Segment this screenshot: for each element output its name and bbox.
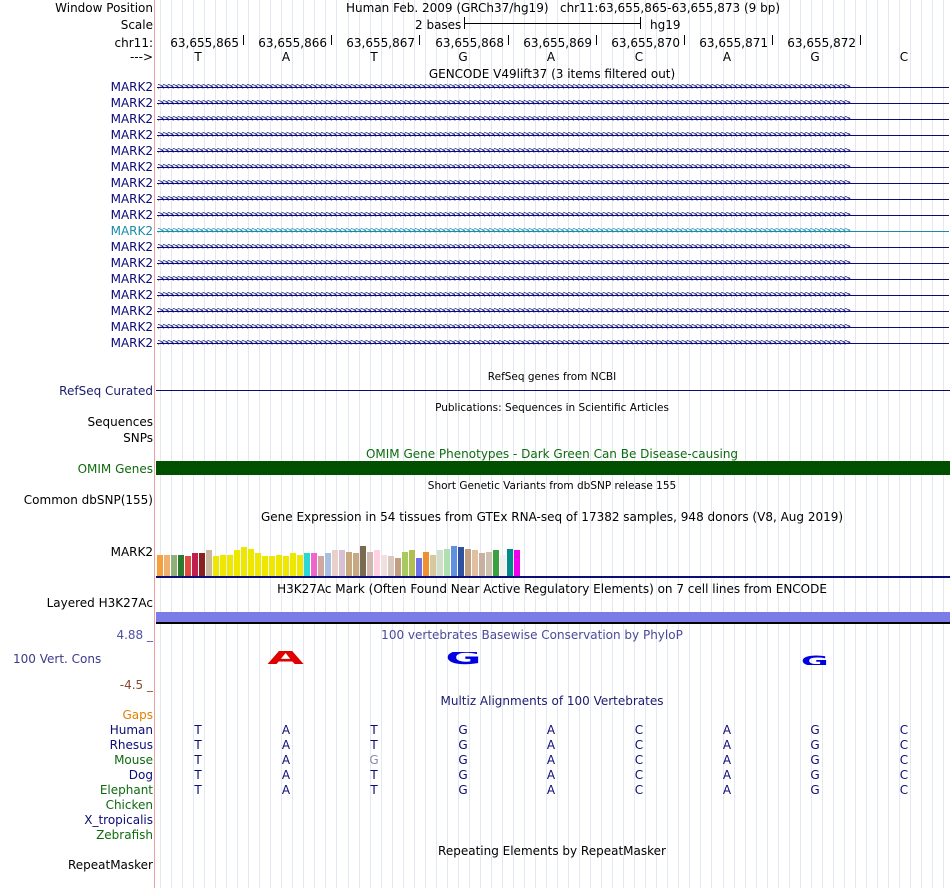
strand-arrows: >>>>>>>>>>>>>>>>>>>>>>>>>>>>>>>>>>>>>>>>>>>>>>>>>>>>>>>>>>>>>>>>>>>>>>>>>>>>>>>>>>>>>>>>>>>>>>>>>>>>>>>>>>>>>>>>>>>>>>>>>>>>>>>>>>>>>>>>>>>> (157, 82, 849, 92)
dna-base: C (899, 50, 909, 64)
strand-label: ---> (129, 50, 153, 64)
gtex-bar[interactable] (199, 553, 205, 577)
aligned-base: C (634, 768, 644, 782)
phylop-letter: G (445, 652, 481, 665)
phylop-min-label: -4.5 _ (119, 678, 153, 692)
refseq-track-title: RefSeq genes from NCBI (487, 371, 617, 383)
aligned-base: A (281, 783, 291, 797)
aligned-base: C (634, 738, 644, 752)
ruler-tick-mark (243, 35, 244, 45)
dbsnp-track-title: Short Genetic Variants from dbSNP release 155 (427, 480, 677, 492)
aligned-base: C (899, 768, 909, 782)
aligned-base: A (546, 768, 556, 782)
gencode-transcript[interactable] (157, 242, 949, 252)
gtex-bar[interactable] (269, 556, 275, 577)
aligned-base: A (546, 738, 556, 752)
strand-arrows: >>>>>>>>>>>>>>>>>>>>>>>>>>>>>>>>>>>>>>>>>>>>>>>>>>>>>>>>>>>>>>>>>>>>>>>>>>>>>>>>>>>>>>>>>>>>>>>>>>>>>>>>>>>>>>>>>>>>>>>>>>>>>>>>>>>>>>>>>>>> (157, 290, 849, 300)
phylop-label[interactable]: 100 Vert. Cons (13, 652, 102, 666)
ruler-tick-label: 63,655,866 (258, 36, 327, 50)
aligned-base: A (281, 738, 291, 752)
gtex-bar[interactable] (325, 553, 331, 577)
dna-base: A (722, 50, 732, 64)
aligned-base: G (810, 768, 820, 782)
species-label[interactable]: X_tropicalis (84, 813, 153, 827)
gencode-item-label[interactable]: MARK2 (110, 224, 153, 238)
label-gutter-divider (154, 0, 155, 888)
aligned-base: C (899, 753, 909, 767)
gtex-bar[interactable] (465, 549, 471, 577)
gtex-bar[interactable] (192, 553, 198, 577)
strand-arrows: >>>>>>>>>>>>>>>>>>>>>>>>>>>>>>>>>>>>>>>>>>>>>>>>>>>>>>>>>>>>>>>>>>>>>>>>>>>>>>>>>>>>>>>>>>>>>>>>>>>>>>>>>>>>>>>>>>>>>>>>>>>>>>>>>>>>>>>>>>>> (157, 322, 849, 332)
gtex-bar[interactable] (353, 553, 359, 577)
species-label[interactable]: Chicken (105, 798, 153, 812)
phylop-base[interactable] (264, 651, 308, 665)
ruler-tick-mark (419, 35, 420, 45)
strand-arrows: >>>>>>>>>>>>>>>>>>>>>>>>>>>>>>>>>>>>>>>>>>>>>>>>>>>>>>>>>>>>>>>>>>>>>>>>>>>>>>>>>>>>>>>>>>>>>>>>>>>>>>>>>>>>>>>>>>>>>>>>>>>>>>>>>>>>>>>>>>>> (157, 178, 849, 188)
aligned-base: A (546, 753, 556, 767)
position-header (346, 1, 780, 15)
gtex-bar[interactable] (402, 552, 408, 577)
gencode-transcript[interactable] (157, 162, 949, 172)
ruler-tick-label: 63,655,871 (699, 36, 768, 50)
aligned-base: C (634, 783, 644, 797)
phylop-max-label: 4.88 _ (116, 628, 153, 642)
multiz-track-title: Multiz Alignments of 100 Vertebrates (440, 694, 664, 708)
gencode-item-label[interactable]: MARK2 (110, 304, 153, 318)
gtex-bar[interactable] (234, 550, 240, 577)
sequences-label[interactable]: Sequences (87, 415, 153, 429)
aligned-base: G (458, 783, 468, 797)
h3k27ac-signal[interactable] (156, 612, 950, 622)
gencode-transcript[interactable] (157, 114, 949, 124)
gencode-transcript[interactable] (157, 338, 949, 348)
dna-base: A (281, 50, 291, 64)
aligned-base: T (194, 768, 202, 782)
strand-arrows: >>>>>>>>>>>>>>>>>>>>>>>>>>>>>>>>>>>>>>>>>>>>>>>>>>>>>>>>>>>>>>>>>>>>>>>>>>>>>>>>>>>>>>>>>>>>>>>>>>>>>>>>>>>>>>>>>>>>>>>>>>>>>>>>>>>>>>>>>>>> (157, 114, 849, 124)
species-label[interactable]: Dog (128, 768, 153, 782)
gtex-bar[interactable] (416, 558, 422, 577)
dna-base: G (810, 50, 820, 64)
omim-label[interactable]: OMIM Genes (77, 462, 153, 476)
aligned-base: C (899, 723, 909, 737)
aligned-base: C (634, 753, 644, 767)
gtex-bar[interactable] (171, 555, 177, 577)
aligned-base: G (458, 753, 468, 767)
strand-arrows: >>>>>>>>>>>>>>>>>>>>>>>>>>>>>>>>>>>>>>>>>>>>>>>>>>>>>>>>>>>>>>>>>>>>>>>>>>>>>>>>>>>>>>>>>>>>>>>>>>>>>>>>>>>>>>>>>>>>>>>>>>>>>>>>>>>>>>>>>>>> (157, 274, 849, 284)
phylop-track-title: 100 vertebrates Basewise Conservation by PhyloP (381, 628, 683, 642)
gtex-bar[interactable] (367, 552, 373, 577)
phylop-base[interactable] (705, 663, 749, 665)
gtex-bar[interactable] (444, 549, 450, 577)
gencode-item-label[interactable]: MARK2 (110, 336, 153, 350)
gtex-bar[interactable] (451, 546, 457, 577)
gencode-transcript[interactable] (157, 130, 949, 140)
ruler-tick-mark (684, 35, 685, 45)
strand-arrows: >>>>>>>>>>>>>>>>>>>>>>>>>>>>>>>>>>>>>>>>>>>>>>>>>>>>>>>>>>>>>>>>>>>>>>>>>>>>>>>>>>>>>>>>>>>>>>>>>>>>>>>>>>>>>>>>>>>>>>>>>>>>>>>>>>>>>>>>>>>> (157, 130, 849, 140)
aligned-base: T (370, 768, 378, 782)
gtex-bar[interactable] (437, 550, 443, 577)
gtex-bar[interactable] (395, 558, 401, 577)
gencode-transcript[interactable] (157, 210, 949, 220)
gtex-bar[interactable] (514, 550, 520, 577)
aligned-base: A (546, 783, 556, 797)
gtex-bar[interactable] (409, 550, 415, 577)
gtex-bar[interactable] (304, 553, 310, 577)
aligned-base: G (458, 768, 468, 782)
gencode-item-label[interactable]: MARK2 (110, 272, 153, 286)
aligned-base: T (370, 723, 378, 737)
species-label[interactable]: Human (109, 723, 153, 737)
gtex-bar[interactable] (381, 555, 387, 577)
gtex-bar[interactable] (262, 556, 268, 577)
gencode-transcript[interactable] (157, 146, 949, 156)
gencode-transcript[interactable] (157, 178, 949, 188)
gtex-bar[interactable] (283, 556, 289, 577)
snps-label[interactable]: SNPs (123, 431, 153, 445)
gtex-baseline (156, 576, 950, 578)
strand-arrows: >>>>>>>>>>>>>>>>>>>>>>>>>>>>>>>>>>>>>>>>>>>>>>>>>>>>>>>>>>>>>>>>>>>>>>>>>>>>>>>>>>>>>>>>>>>>>>>>>>>>>>>>>>>>>>>>>>>>>>>>>>>>>>>>>>>>>>>>>>>> (157, 210, 849, 220)
ruler-tick-mark (331, 35, 332, 45)
gtex-bar[interactable] (486, 552, 492, 577)
gtex-bar[interactable] (472, 550, 478, 577)
gencode-item-label[interactable]: MARK2 (110, 80, 153, 94)
gencode-item-label[interactable]: MARK2 (110, 96, 153, 110)
gencode-transcript[interactable] (157, 98, 949, 108)
strand-arrows: >>>>>>>>>>>>>>>>>>>>>>>>>>>>>>>>>>>>>>>>>>>>>>>>>>>>>>>>>>>>>>>>>>>>>>>>>>>>>>>>>>>>>>>>>>>>>>>>>>>>>>>>>>>>>>>>>>>>>>>>>>>>>>>>>>>>>>>>>>>> (157, 338, 849, 348)
phylop-letter: A (267, 651, 305, 665)
gencode-item-label[interactable]: MARK2 (110, 112, 153, 126)
dna-base: A (546, 50, 556, 64)
species-label[interactable]: Mouse (114, 753, 153, 767)
gtex-bar[interactable] (164, 555, 170, 577)
gencode-track-title: GENCODE V49lift37 (3 items filtered out) (428, 67, 676, 81)
aligned-base: G (810, 738, 820, 752)
gencode-item-label[interactable]: MARK2 (110, 160, 153, 174)
gencode-item-label[interactable]: MARK2 (110, 256, 153, 270)
gencode-item-label[interactable]: MARK2 (110, 176, 153, 190)
gtex-bar[interactable] (458, 547, 464, 577)
gencode-transcript[interactable] (157, 194, 949, 204)
aligned-base: T (194, 723, 202, 737)
gtex-bar[interactable] (479, 553, 485, 577)
aligned-base: A (722, 783, 732, 797)
gtex-bar[interactable] (248, 549, 254, 577)
h3k27ac-track-title: H3K27Ac Mark (Often Found Near Active Regulatory Elements) on 7 cell lines from ENCODE (277, 582, 827, 596)
ruler-tick-label: 63,655,872 (787, 36, 856, 50)
gencode-item-label[interactable]: MARK2 (110, 208, 153, 222)
aligned-base: A (722, 738, 732, 752)
window-position-label: Window Position (55, 1, 153, 15)
aligned-base: T (194, 783, 202, 797)
aligned-base: T (194, 738, 202, 752)
gtex-bar[interactable] (157, 555, 163, 577)
phylop-base[interactable] (352, 663, 396, 665)
gtex-bar[interactable] (360, 546, 366, 577)
gtex-bar[interactable] (178, 555, 184, 577)
dna-base: T (370, 50, 378, 64)
ruler-tick-label: 63,655,870 (611, 36, 680, 50)
gtex-bar[interactable] (430, 555, 436, 577)
gencode-transcript[interactable] (157, 274, 949, 284)
aligned-base: G (458, 723, 468, 737)
gtex-label[interactable]: MARK2 (110, 545, 153, 559)
gtex-bar[interactable] (255, 553, 261, 577)
aligned-base: T (194, 753, 202, 767)
gtex-chart[interactable] (156, 524, 950, 577)
gtex-bar[interactable] (374, 550, 380, 577)
strand-arrows: >>>>>>>>>>>>>>>>>>>>>>>>>>>>>>>>>>>>>>>>>>>>>>>>>>>>>>>>>>>>>>>>>>>>>>>>>>>>>>>>>>>>>>>>>>>>>>>>>>>>>>>>>>>>>>>>>>>>>>>>>>>>>>>>>>>>>>>>>>>> (157, 306, 849, 316)
gtex-bar[interactable] (339, 550, 345, 577)
phylop-base[interactable] (176, 663, 220, 665)
h3k27ac-label[interactable]: Layered H3K27Ac (46, 596, 153, 610)
gtex-bar[interactable] (493, 550, 499, 577)
aligned-base: G (458, 738, 468, 752)
scale-bar-right-cap (640, 17, 641, 29)
repeatmasker-label[interactable]: RepeatMasker (67, 858, 153, 872)
aligned-base: C (899, 738, 909, 752)
repeatmasker-track-title: Repeating Elements by RepeatMasker (438, 844, 666, 858)
assembly-text: Human Feb. 2009 (GRCh37/hg19) (346, 1, 549, 15)
omim-phenotype-bar[interactable] (156, 461, 950, 475)
gencode-item-label[interactable]: MARK2 (110, 240, 153, 254)
dna-base: T (194, 50, 202, 64)
ruler-tick-mark (860, 35, 861, 45)
ruler-tick-mark (508, 35, 509, 45)
gtex-bar[interactable] (227, 555, 233, 577)
phylop-letter: G (801, 655, 829, 665)
aligned-base: A (722, 723, 732, 737)
gencode-transcript[interactable] (157, 306, 949, 316)
gencode-item-label[interactable]: MARK2 (110, 288, 153, 302)
aligned-base: A (281, 723, 291, 737)
aligned-base: T (370, 783, 378, 797)
aligned-base: A (281, 753, 291, 767)
refseq-track-line (156, 390, 950, 391)
gtex-bar[interactable] (206, 550, 212, 577)
ruler-tick-mark (596, 35, 597, 45)
gtex-bar[interactable] (241, 547, 247, 577)
gencode-item-label[interactable]: MARK2 (110, 320, 153, 334)
phylop-base[interactable] (793, 655, 837, 665)
gtex-bar[interactable] (297, 555, 303, 577)
phylop-base[interactable] (441, 652, 485, 665)
dna-base: G (458, 50, 468, 64)
strand-arrows: >>>>>>>>>>>>>>>>>>>>>>>>>>>>>>>>>>>>>>>>>>>>>>>>>>>>>>>>>>>>>>>>>>>>>>>>>>>>>>>>>>>>>>>>>>>>>>>>>>>>>>>>>>>>>>>>>>>>>>>>>>>>>>>>>>>>>>>>>>>> (157, 258, 849, 268)
aligned-base: A (722, 753, 732, 767)
gencode-item-label[interactable]: MARK2 (110, 192, 153, 206)
h3k27ac-baseline (156, 622, 950, 624)
gtex-bar[interactable] (220, 555, 226, 577)
chrom-label: chr11: (114, 36, 153, 50)
gencode-transcript[interactable] (157, 226, 949, 236)
ruler-tick-label: 63,655,868 (435, 36, 504, 50)
aligned-base: C (634, 723, 644, 737)
aligned-base: G (810, 783, 820, 797)
gtex-track-title: Gene Expression in 54 tissues from GTEx RNA-seq of 17382 samples, 948 donors (V8, Aug 2019) (260, 510, 844, 524)
phylop-base[interactable] (529, 663, 573, 665)
gencode-transcript[interactable] (157, 258, 949, 268)
gencode-transcript[interactable] (157, 82, 949, 92)
scale-text: 2 bases (415, 18, 462, 32)
strand-arrows: >>>>>>>>>>>>>>>>>>>>>>>>>>>>>>>>>>>>>>>>>>>>>>>>>>>>>>>>>>>>>>>>>>>>>>>>>>>>>>>>>>>>>>>>>>>>>>>>>>>>>>>>>>>>>>>>>>>>>>>>>>>>>>>>>>>>>>>>>>>> (157, 98, 849, 108)
aligned-base: G (369, 753, 379, 767)
aligned-base: A (546, 723, 556, 737)
scale-db: hg19 (650, 18, 681, 32)
strand-arrows: >>>>>>>>>>>>>>>>>>>>>>>>>>>>>>>>>>>>>>>>>>>>>>>>>>>>>>>>>>>>>>>>>>>>>>>>>>>>>>>>>>>>>>>>>>>>>>>>>>>>>>>>>>>>>>>>>>>>>>>>>>>>>>>>>>>>>>>>>>>> (157, 146, 849, 156)
gtex-bar[interactable] (507, 549, 513, 577)
species-label[interactable]: Elephant (99, 783, 153, 797)
gaps-label: Gaps (122, 708, 153, 722)
dna-base: C (634, 50, 644, 64)
omim-track-title: OMIM Gene Phenotypes - Dark Green Can Be Disease-causing (365, 447, 739, 461)
phylop-base[interactable] (617, 663, 661, 665)
gencode-transcript[interactable] (157, 290, 949, 300)
refseq-label[interactable]: RefSeq Curated (59, 384, 153, 398)
gencode-transcript[interactable] (157, 322, 949, 332)
gtex-bar[interactable] (500, 555, 506, 577)
aligned-base: A (722, 768, 732, 782)
ruler-tick-mark (772, 35, 773, 45)
ruler-tick-label: 63,655,867 (346, 36, 415, 50)
scale-bar (464, 23, 640, 24)
position-text: chr11:63,655,865-63,655,873 (9 bp) (559, 1, 781, 15)
scale-label: Scale (120, 18, 153, 32)
gtex-bar[interactable] (332, 550, 338, 577)
strand-arrows: >>>>>>>>>>>>>>>>>>>>>>>>>>>>>>>>>>>>>>>>>>>>>>>>>>>>>>>>>>>>>>>>>>>>>>>>>>>>>>>>>>>>>>>>>>>>>>>>>>>>>>>>>>>>>>>>>>>>>>>>>>>>>>>>>>>>>>>>>>>> (157, 242, 849, 252)
aligned-base: A (281, 768, 291, 782)
aligned-base: G (810, 753, 820, 767)
species-label[interactable]: Zebrafish (96, 828, 153, 842)
ruler-tick-label: 63,655,865 (170, 36, 239, 50)
strand-arrows: >>>>>>>>>>>>>>>>>>>>>>>>>>>>>>>>>>>>>>>>>>>>>>>>>>>>>>>>>>>>>>>>>>>>>>>>>>>>>>>>>>>>>>>>>>>>>>>>>>>>>>>>>>>>>>>>>>>>>>>>>>>>>>>>>>>>>>>>>>>> (157, 194, 849, 204)
aligned-base: C (899, 783, 909, 797)
gtex-bar[interactable] (423, 552, 429, 577)
dbsnp-label[interactable]: Common dbSNP(155) (23, 493, 153, 507)
gtex-bar[interactable] (290, 553, 296, 577)
aligned-base: T (370, 738, 378, 752)
gtex-bar[interactable] (311, 553, 317, 577)
gencode-item-label[interactable]: MARK2 (110, 144, 153, 158)
gtex-bar[interactable] (213, 556, 219, 577)
species-label[interactable]: Rhesus (109, 738, 153, 752)
gtex-bar[interactable] (185, 556, 191, 577)
gtex-bar[interactable] (388, 556, 394, 577)
gtex-bar[interactable] (346, 552, 352, 577)
ruler-tick-label: 63,655,869 (523, 36, 592, 50)
strand-arrows: >>>>>>>>>>>>>>>>>>>>>>>>>>>>>>>>>>>>>>>>>>>>>>>>>>>>>>>>>>>>>>>>>>>>>>>>>>>>>>>>>>>>>>>>>>>>>>>>>>>>>>>>>>>>>>>>>>>>>>>>>>>>>>>>>>>>>>>>>>>> (157, 226, 849, 236)
gencode-item-label[interactable]: MARK2 (110, 128, 153, 142)
gtex-bar[interactable] (318, 556, 324, 577)
strand-arrows: >>>>>>>>>>>>>>>>>>>>>>>>>>>>>>>>>>>>>>>>>>>>>>>>>>>>>>>>>>>>>>>>>>>>>>>>>>>>>>>>>>>>>>>>>>>>>>>>>>>>>>>>>>>>>>>>>>>>>>>>>>>>>>>>>>>>>>>>>>>> (157, 162, 849, 172)
gtex-bar[interactable] (276, 555, 282, 577)
aligned-base: G (810, 723, 820, 737)
publications-track-title: Publications: Sequences in Scientific Articles (435, 402, 669, 414)
